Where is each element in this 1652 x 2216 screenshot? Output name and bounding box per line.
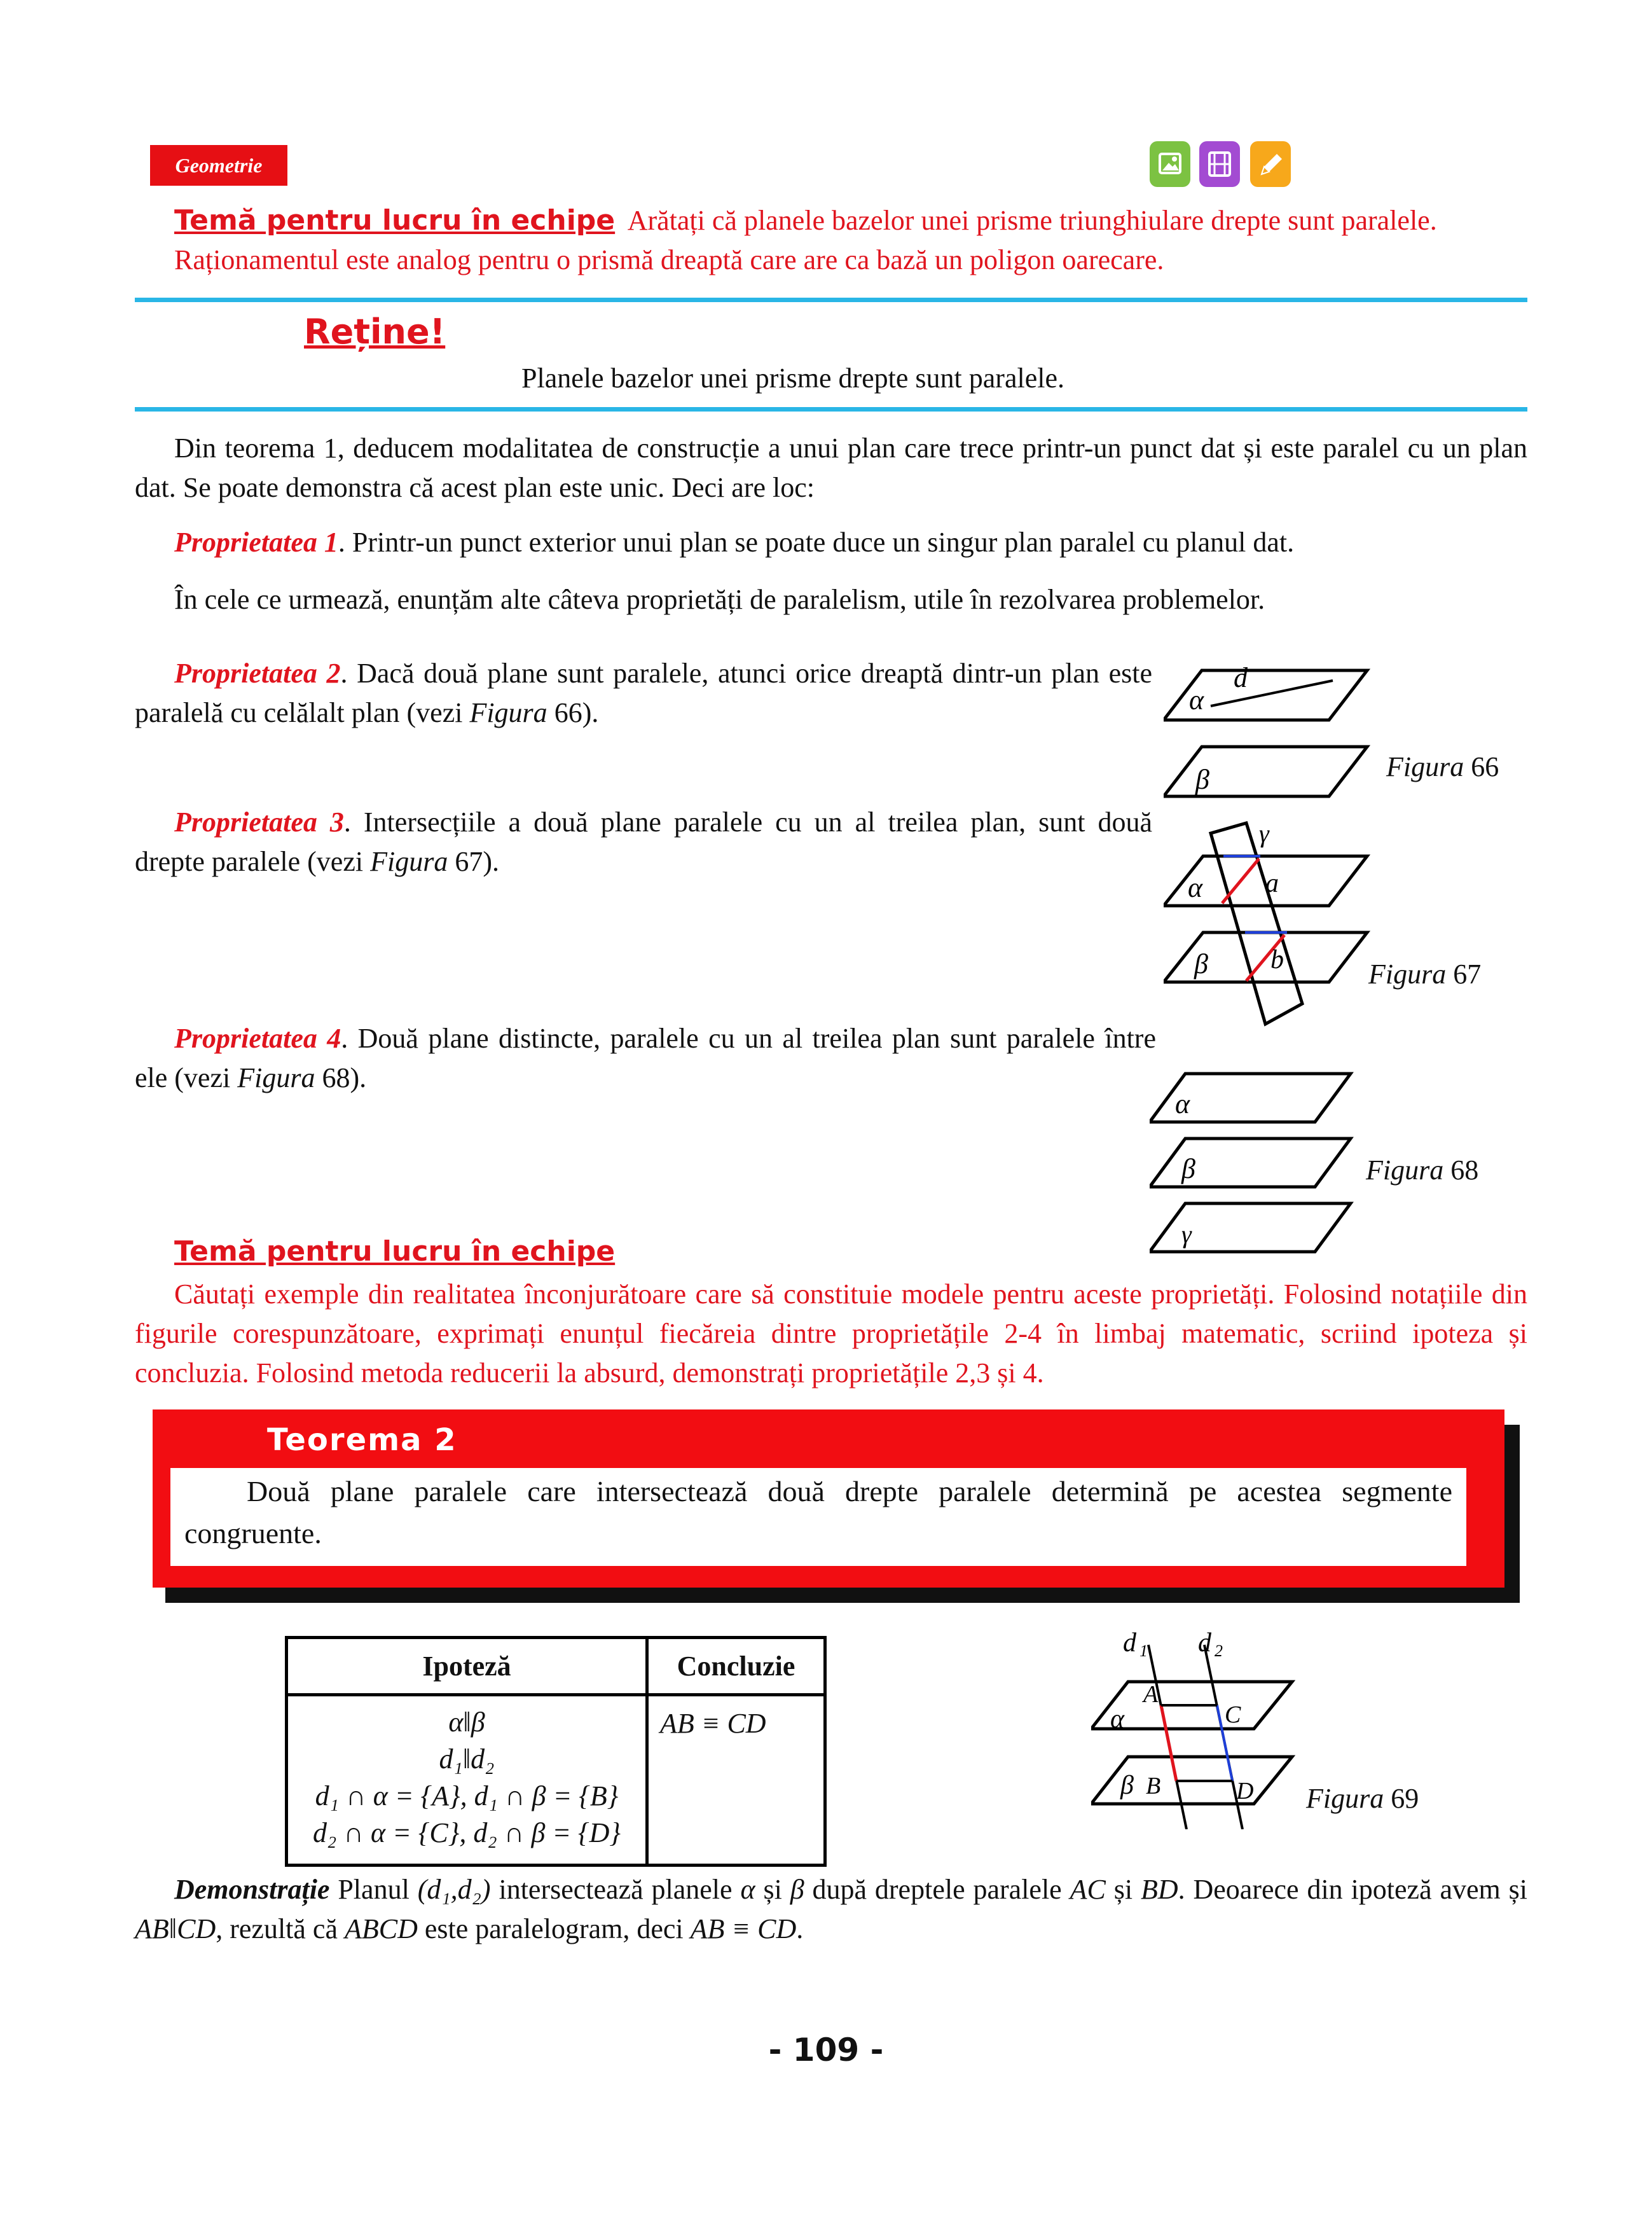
svg-text:γ: γ <box>1181 1220 1192 1249</box>
svg-text:β: β <box>1120 1771 1134 1800</box>
plane-gamma <box>1150 1203 1351 1252</box>
svg-text:γ: γ <box>1259 819 1269 848</box>
segment-ab <box>1161 1705 1176 1781</box>
svg-text:α: α <box>1175 1088 1190 1119</box>
property-3: Proprietatea 3. Intersecțiile a două plane paralele cu un al treilea plan, sunt două drepte paralele (vezi Figura 67). <box>135 807 1153 877</box>
section-tag: Geometrie <box>150 145 287 186</box>
svg-text:b: b <box>1270 945 1284 974</box>
svg-text:d: d <box>1123 1632 1136 1658</box>
svg-text:α: α <box>1110 1705 1125 1734</box>
theorem-2-text: Două plane paralele care intersectează două drepte paralele determină pe acestea segmente congruente. <box>170 1468 1466 1566</box>
retine-title: Reține! <box>304 312 446 352</box>
figure-69 <box>1091 1632 1301 1829</box>
svg-text:a: a <box>1265 869 1279 898</box>
team-task-2-text: Căutați exemple din realitatea înconjurătoare care să constituie modele pentru aceste proprietăți. Folosind notațiile din figurile corespunzătoare, exprimați enunțul fiecăreia dintre proprietățile 2-4 în limbaj matematic, scriind ipoteza și concluzia. Folosind metoda reducerii la absurd, demonstrați proprietățile 2,3 și 4. <box>135 1278 1527 1388</box>
pencil-icon[interactable] <box>1250 141 1291 187</box>
figure-66 <box>1164 661 1373 808</box>
plane-beta <box>1164 747 1367 796</box>
figure-69-caption: Figura 69 <box>1306 1783 1419 1814</box>
figure-68 <box>1150 1069 1359 1259</box>
plane-gamma <box>1211 823 1302 1024</box>
retine-text: Planele bazelor unei prisme drepte sunt paralele. <box>521 363 1064 394</box>
figure-66-caption: Figura 66 <box>1386 751 1499 782</box>
label-alpha: α <box>1189 684 1204 716</box>
team-task-2-label: Temă pentru lucru în echipe <box>174 1235 616 1268</box>
svg-text:d: d <box>1198 1632 1211 1658</box>
line-d <box>1211 681 1333 706</box>
page-number: - 109 - <box>768 2032 884 2068</box>
svg-text:β: β <box>1181 1153 1195 1184</box>
label-beta: β <box>1195 764 1209 795</box>
hypothesis-table <box>285 1636 827 1867</box>
team-task-label: Temă pentru lucru în echipe <box>174 204 616 237</box>
film-icon[interactable] <box>1199 141 1240 187</box>
property-2: Proprietatea 2. Dacă două plane sunt paralele, atunci orice dreaptă dintr-un plan este paralelă cu celălalt plan (vezi Figura 66). <box>135 658 1152 728</box>
conclusion-cell: AB ≡ CD <box>647 1695 825 1866</box>
svg-text:D: D <box>1236 1778 1254 1804</box>
conclusion-header: Concluzie <box>647 1638 825 1695</box>
team-task-1: Temă pentru lucru în echipe Arătați că planele bazelor unei prisme triunghiulare drepte sunt paralele. Raționamentul este analog pentru o prismă dreaptă care are ca bază un poligon oarecare. <box>174 204 1437 275</box>
following-paragraph: În cele ce urmează, enunțăm alte câteva proprietăți de paralelism, utile în rezolvarea problemelor. <box>174 584 1265 615</box>
figure-67 <box>1164 814 1373 1030</box>
line-a <box>1222 859 1259 903</box>
plane-beta <box>1150 1139 1351 1187</box>
svg-text:B: B <box>1146 1773 1161 1799</box>
figure-67-caption: Figura 67 <box>1368 959 1482 990</box>
theorem-2-title: Teorema 2 <box>267 1422 457 1458</box>
theorem-2-box <box>153 1409 1504 1588</box>
property-4: Proprietatea 4. Două plane distincte, paralele cu un al treilea plan sunt paralele între ele (vezi Figura 68). <box>135 1023 1156 1093</box>
svg-text:1: 1 <box>1139 1642 1148 1660</box>
figure-68-caption: Figura 68 <box>1366 1154 1479 1186</box>
svg-text:β: β <box>1194 948 1208 980</box>
image-icon[interactable] <box>1150 141 1190 187</box>
divider-top <box>135 298 1527 302</box>
svg-text:α: α <box>1188 872 1203 903</box>
svg-text:2: 2 <box>1215 1642 1223 1660</box>
hypothesis-header: Ipoteză <box>287 1638 647 1695</box>
svg-text:A: A <box>1143 1681 1159 1708</box>
property-1: Proprietatea 1. Printr-un punct exterior unui plan se poate duce un singur plan paralel cu planul dat. <box>174 527 1295 558</box>
label-d: d <box>1234 662 1248 693</box>
divider-bottom <box>135 407 1527 412</box>
intro-paragraph: Din teorema 1, deducem modalitatea de construcție a unui plan care trece printr-un punct dat și este paralel cu un plan dat. Se poate demonstra că acest plan este unic. Deci are loc: <box>135 433 1527 503</box>
hypothesis-cell: α‖β d₁‖d₂ d₁ ∩ α = {A}, d₁ ∩ β = {B} d₂ ∩ α = {C}, d₂ ∩ β = {D} <box>287 1695 647 1866</box>
demonstration: Demonstrație Planul (d₁,d₂) intersectează planele α și β după dreptele paralele AC și BD. Deoarece din ipoteză avem și AB‖CD, rezultă că ABCD este paralelogram, deci AB ≡ CD. <box>135 1874 1528 1944</box>
svg-text:C: C <box>1225 1701 1241 1728</box>
